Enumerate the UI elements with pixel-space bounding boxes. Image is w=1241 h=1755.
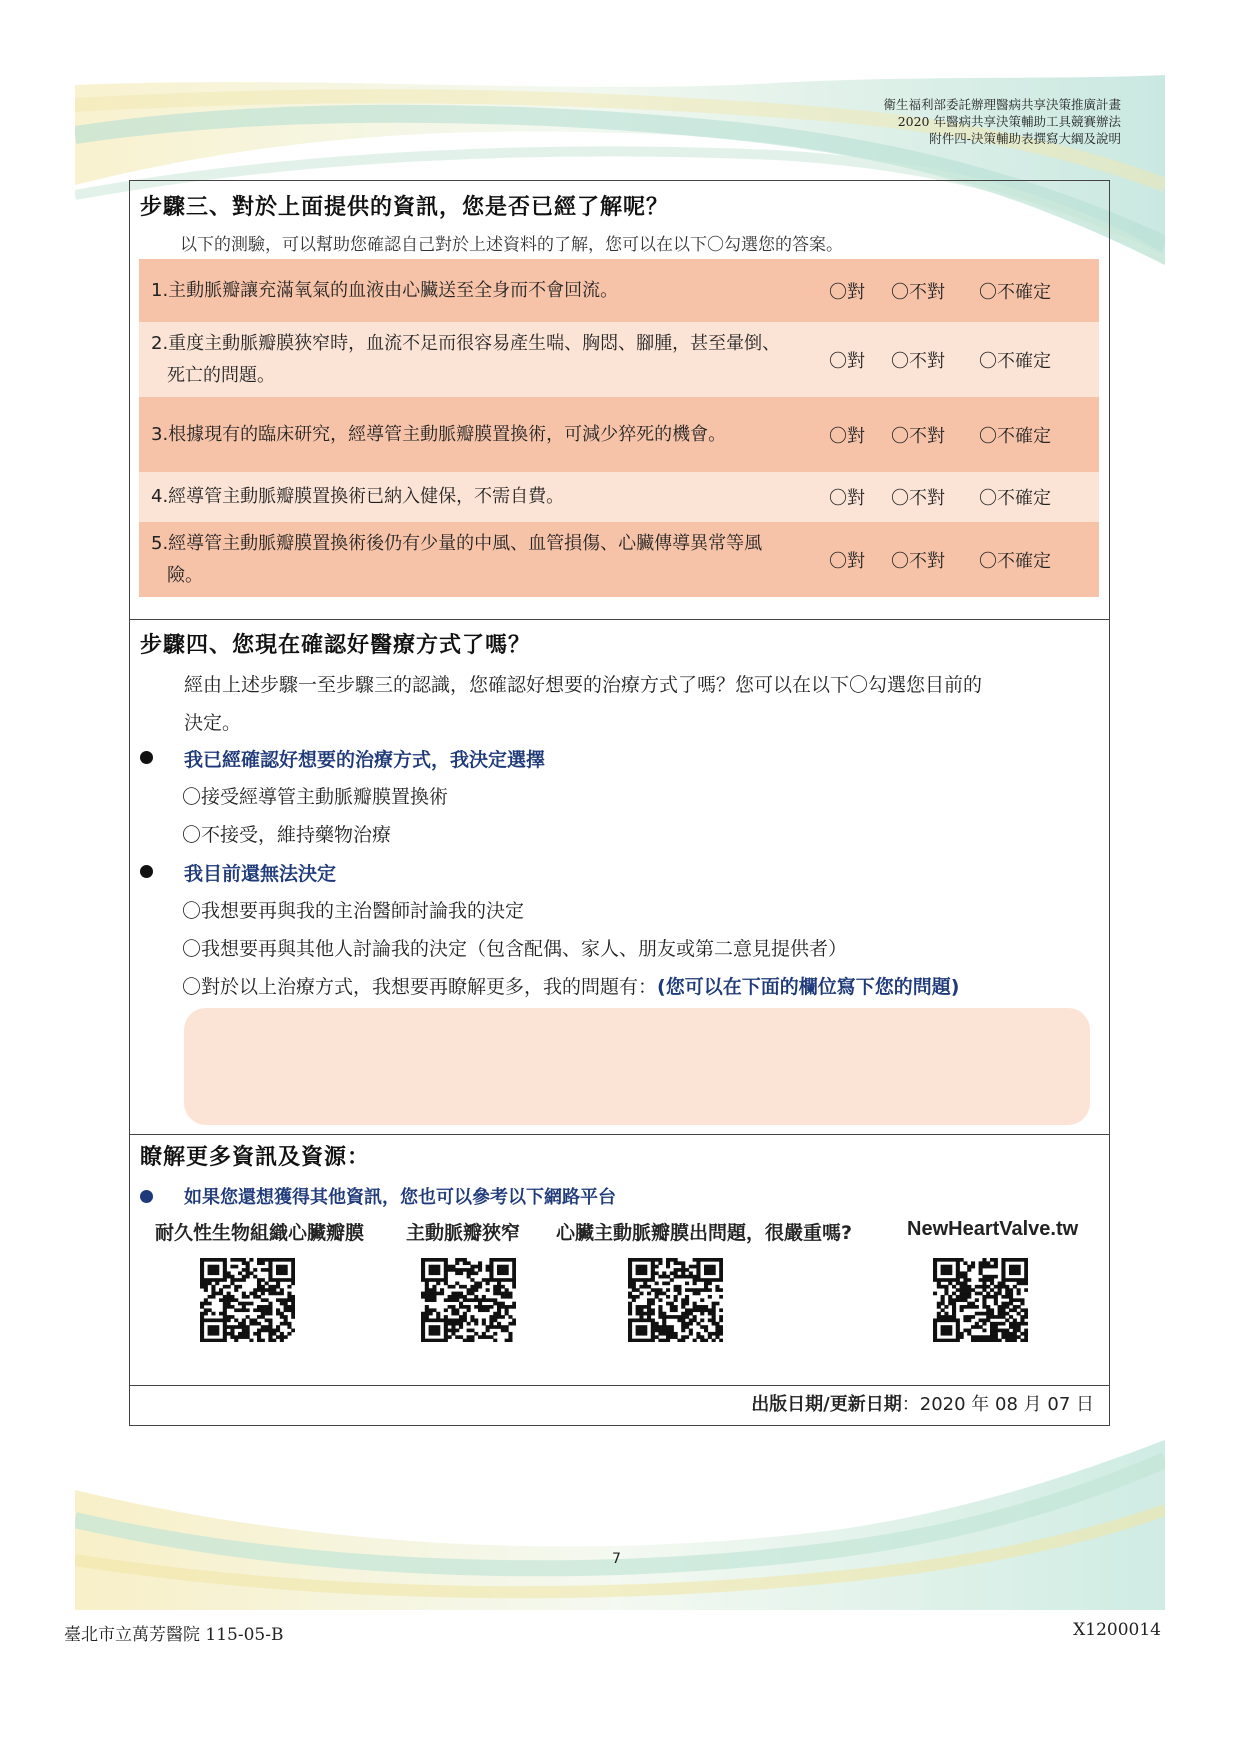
- option-true[interactable]: 〇對: [829, 425, 865, 447]
- bullet-icon: [140, 865, 153, 878]
- undecided-group-label: 我目前還無法決定: [184, 863, 337, 885]
- step4-paragraph-line1: 經由上述步驟一至步驟三的認識，您確認好想要的治療方式了嗎？您可以在以下〇勾選您目前的: [184, 674, 983, 696]
- option-true[interactable]: 〇對: [829, 281, 865, 303]
- footer-hospital-code: 臺北市立萬芳醫院 115-05-B: [64, 1625, 284, 1645]
- resource-label-aortic-stenosis: 主動脈瓣狹窄: [406, 1222, 521, 1244]
- divider-resources-date: [129, 1385, 1110, 1386]
- resources-bullet-text: 如果您還想獲得其他資訊，您也可以參考以下網路平台: [184, 1187, 616, 1208]
- quiz-question: 2.重度主動脈瓣膜狹窄時，血流不足而很容易產生喘、胸悶、腳腫，甚至暈倒、 死亡的問題。: [151, 332, 781, 386]
- quiz-question: 4.經導管主動脈瓣膜置換術已納入健保，不需自費。: [151, 486, 565, 507]
- quiz-question: 5.經導管主動脈瓣膜置換術後仍有少量的中風、血管損傷、心臟傳導異常等風 險。: [151, 532, 763, 586]
- quiz-options: [819, 347, 1099, 373]
- quiz-row-2: [139, 322, 1099, 397]
- header-line-1: 衛生福利部委託辦理醫病共享決策推廣計畫: [883, 97, 1121, 112]
- quiz-row-1: [139, 259, 1099, 322]
- question-answer-field[interactable]: [184, 1008, 1090, 1125]
- resource-label-newheartvalve: NewHeartValve.tw: [907, 1218, 1079, 1240]
- quiz-row-5: [139, 522, 1099, 597]
- resource-label-valve-problem: 心臟主動脈瓣膜出問題，很嚴重嗎?: [556, 1222, 853, 1244]
- qr-code-durable-valve[interactable]: [200, 1258, 295, 1342]
- option-false[interactable]: 〇不對: [891, 425, 945, 447]
- qr-code-newheartvalve[interactable]: [933, 1258, 1028, 1342]
- option-false[interactable]: 〇不對: [891, 281, 945, 303]
- quiz-options: [819, 547, 1099, 573]
- choice-discuss-doctor[interactable]: 〇我想要再與我的主治醫師討論我的決定: [182, 900, 525, 922]
- choice-learn-more[interactable]: 〇對於以上治療方式，我想要再瞭解更多，我的問題有：(您可以在下面的欄位寫下您的問題): [182, 976, 960, 998]
- page-number: 7: [612, 1551, 621, 1567]
- option-false[interactable]: 〇不對: [891, 350, 945, 372]
- option-true[interactable]: 〇對: [829, 488, 865, 509]
- bullet-icon: [140, 751, 153, 764]
- divider-step4-resources: [129, 1134, 1110, 1135]
- publication-date: 出版日期/更新日期：2020 年 08 月 07 日: [751, 1394, 1094, 1415]
- option-unsure[interactable]: 〇不確定: [979, 281, 1051, 303]
- option-unsure[interactable]: 〇不確定: [979, 488, 1051, 509]
- question-field-hint: (您可以在下面的欄位寫下您的問題): [657, 976, 960, 998]
- quiz-options: [819, 422, 1099, 448]
- quiz-row-3: [139, 397, 1099, 472]
- quiz-question: 3.根據現有的臨床研究，經導管主動脈瓣膜置換術，可減少猝死的機會。: [151, 423, 727, 445]
- qr-code-aortic-stenosis[interactable]: [421, 1258, 516, 1342]
- header-line-2: 2020 年醫病共享決策輔助工具競賽辦法: [897, 114, 1121, 129]
- divider-step3-step4: [129, 619, 1110, 620]
- choice-medication[interactable]: 〇不接受，維持藥物治療: [182, 824, 392, 846]
- step3-intro: 以下的測驗，可以幫助您確認自己對於上述資料的了解，您可以在以下〇勾選您的答案。: [180, 235, 843, 255]
- option-unsure[interactable]: 〇不確定: [979, 550, 1051, 572]
- step3-title: 步驟三、對於上面提供的資訊，您是否已經了解呢？: [140, 195, 670, 220]
- qr-code-valve-problem[interactable]: [628, 1258, 723, 1342]
- bullet-icon: [140, 1190, 153, 1203]
- choice-accept-tavi[interactable]: 〇接受經導管主動脈瓣膜置換術: [182, 786, 449, 808]
- option-unsure[interactable]: 〇不確定: [979, 350, 1051, 372]
- quiz-options: [819, 484, 1099, 510]
- option-true[interactable]: 〇對: [829, 550, 865, 572]
- document-header: [883, 96, 1121, 147]
- decided-group-label: 我已經確認好想要的治療方式，我決定選擇: [184, 749, 546, 771]
- resources-title: 瞭解更多資訊及資源：: [140, 1145, 371, 1170]
- quiz-options: [819, 278, 1099, 304]
- quiz-row-4: [139, 472, 1099, 522]
- resource-label-durable-valve: 耐久性生物組織心臟瓣膜: [155, 1222, 365, 1244]
- option-true[interactable]: 〇對: [829, 350, 865, 372]
- footer-document-id: X1200014: [1073, 1620, 1161, 1640]
- header-line-3: 附件四-決策輔助表撰寫大綱及說明: [929, 131, 1121, 146]
- option-false[interactable]: 〇不對: [891, 488, 945, 509]
- step4-title: 步驟四、您現在確認好醫療方式了嗎？: [140, 633, 532, 658]
- decorative-footer-band: [75, 1440, 1165, 1610]
- option-false[interactable]: 〇不對: [891, 550, 945, 572]
- option-unsure[interactable]: 〇不確定: [979, 425, 1051, 447]
- quiz-question: 1.主動脈瓣讓充滿氧氣的血液由心臟送至全身而不會回流。: [151, 279, 619, 301]
- step4-paragraph-line2: 決定。: [184, 712, 242, 734]
- choice-discuss-others[interactable]: 〇我想要再與其他人討論我的決定（包含配偶、家人、朋友或第二意見提供者）: [182, 938, 848, 960]
